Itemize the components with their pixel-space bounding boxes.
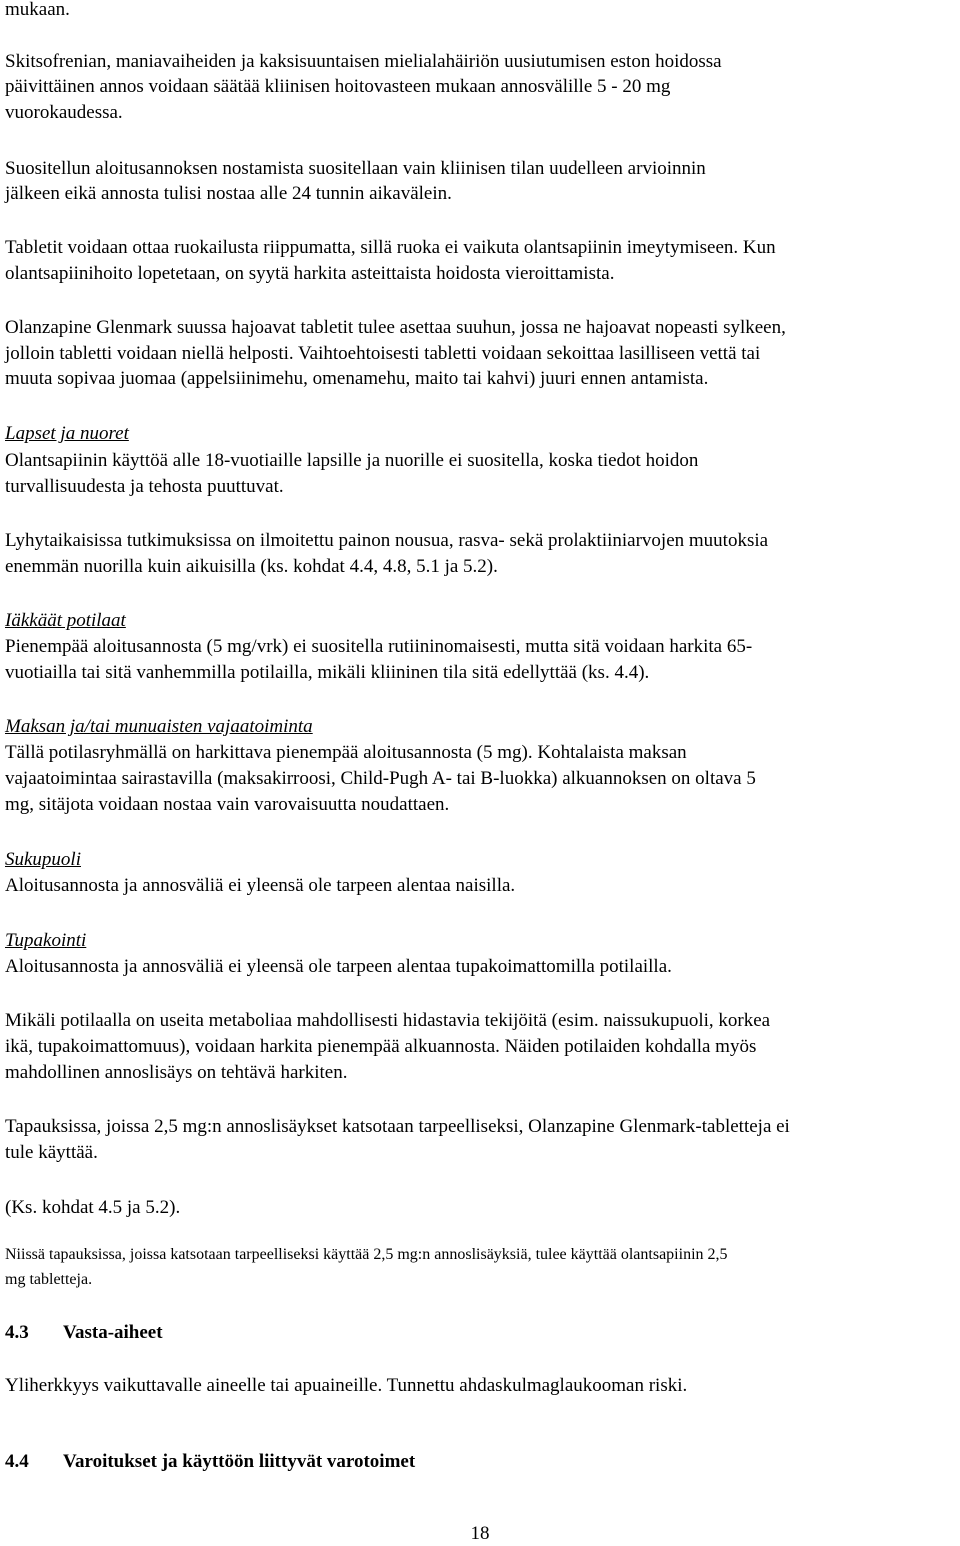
text-line: Mikäli potilaalla on useita metaboliaa mahdollisesti hidastavia tekijöitä (esim. naissukupuoli, korkea [5,1010,771,1031]
text-line: Skitsofrenian, maniavaiheiden ja kaksisuuntaisen mielialahäiriön uusiutumisen eston hoidossa [5,51,722,72]
text-line: vuorokaudessa. [5,102,123,123]
text-line: Suositellun aloitusannoksen nostamista suositellaan vain kliinisen tilan uudelleen arvioinnin [5,158,706,179]
text-line: vajaatoimintaa sairastavilla (maksakirroosi, Child-Pugh A- tai B-luokka) alkuannoksen on oltava 5 [5,768,756,789]
text-line-small: mg tabletteja. [5,1271,93,1288]
text-line: mukaan. [5,0,70,20]
section-heading-4-3 [5,1321,163,1345]
section-heading-4-4 [5,1450,415,1474]
section-heading-renal-hepatic: Maksan ja/tai munuaisten vajaatoiminta [5,716,313,737]
section-heading-elderly: Iäkkäät potilaat [5,610,126,631]
text-line: Yliherkkyys vaikuttavalle aineelle tai apuaineille. Tunnettu ahdaskulmaglaukooman riski. [5,1375,688,1396]
text-line: päivittäinen annos voidaan säätää kliinisen hoitovasteen mukaan annosvälille 5 - 20 mg [5,76,671,97]
text-line: Lyhytaikaisissa tutkimuksissa on ilmoitettu painon nousua, rasva- sekä prolaktiiniarvojen muutoksia [5,530,769,551]
text-line: turvallisuudesta ja tehosta puuttuvat. [5,476,284,497]
text-line: Pienempää aloitusannosta (5 mg/vrk) ei suositella rutiininomaisesti, mutta sitä voidaan harkita 65- [5,636,753,657]
text-line: Tapauksissa, joissa 2,5 mg:n annoslisäykset katsotaan tarpeelliseksi, Olanzapine Glenmark-tabletteja ei [5,1116,790,1137]
text-line: Tabletit voidaan ottaa ruokailusta riippumatta, sillä ruoka ei vaikuta olantsapiinin imeytymiseen. Kun [5,237,776,258]
text-line: Tällä potilasryhmällä on harkittava pienempää aloitusannosta (5 mg). Kohtalaista maksan [5,742,687,763]
section-heading-children: Lapset ja nuoret [5,423,129,444]
text-line: Olanzapine Glenmark suussa hajoavat tabletit tulee asettaa suuhun, jossa ne hajoavat nopeasti sylkeen, [5,317,786,338]
heading-title: Varoitukset ja käyttöön liittyvät varotoimet [63,1451,416,1472]
text-line-small: Niissä tapauksissa, joissa katsotaan tarpeelliseksi käyttää 2,5 mg:n annoslisäyksiä, tulee käyttää olantsapiinin 2,5 [5,1246,728,1263]
text-line: olantsapiinihoito lopetetaan, on syytä harkita asteittaista hoidosta vieroittamista. [5,263,615,284]
text-line: jälkeen eikä annosta tulisi nostaa alle 24 tunnin aikavälein. [5,183,452,204]
text-line: ikä, tupakoimattomuus), voidaan harkita pienempää alkuannosta. Näiden potilaiden kohdalla myös [5,1036,757,1057]
text-line: muuta sopivaa juomaa (appelsiinimehu, omenamehu, maito tai kahvi) juuri ennen antamista. [5,368,709,389]
text-line: Aloitusannosta ja annosväliä ei yleensä ole tarpeen alentaa naisilla. [5,875,516,896]
section-heading-smoking: Tupakointi [5,930,87,951]
heading-number: 4.3 [5,1322,29,1343]
text-line: Olantsapiinin käyttöä alle 18-vuotiaille lapsille ja nuorille ei suositella, koska tiedot hoidon [5,450,699,471]
text-line: jolloin tabletti voidaan niellä helposti. Vaihtoehtoisesti tabletti voidaan sekoittaa lasilliseen vettä tai [5,343,761,364]
heading-title: Vasta-aiheet [63,1322,163,1343]
text-line: Aloitusannosta ja annosväliä ei yleensä ole tarpeen alentaa tupakoimattomilla potilailla. [5,956,672,977]
heading-number: 4.4 [5,1451,29,1472]
text-line: tule käyttää. [5,1142,98,1163]
text-line: vuotiailla tai sitä vanhemmilla potilailla, mikäli kliininen tila sitä edellyttää (ks. 4.4). [5,662,650,683]
page-number: 18 [470,1523,490,1544]
text-line: (Ks. kohdat 4.5 ja 5.2). [5,1197,181,1218]
section-heading-gender: Sukupuoli [5,849,81,870]
text-line: mahdollinen annoslisäys on tehtävä harkiten. [5,1062,348,1083]
text-line: mg, sitäjota voidaan nostaa vain varovaisuutta noudattaen. [5,794,450,815]
text-line: enemmän nuorilla kuin aikuisilla (ks. kohdat 4.4, 4.8, 5.1 ja 5.2). [5,556,498,577]
